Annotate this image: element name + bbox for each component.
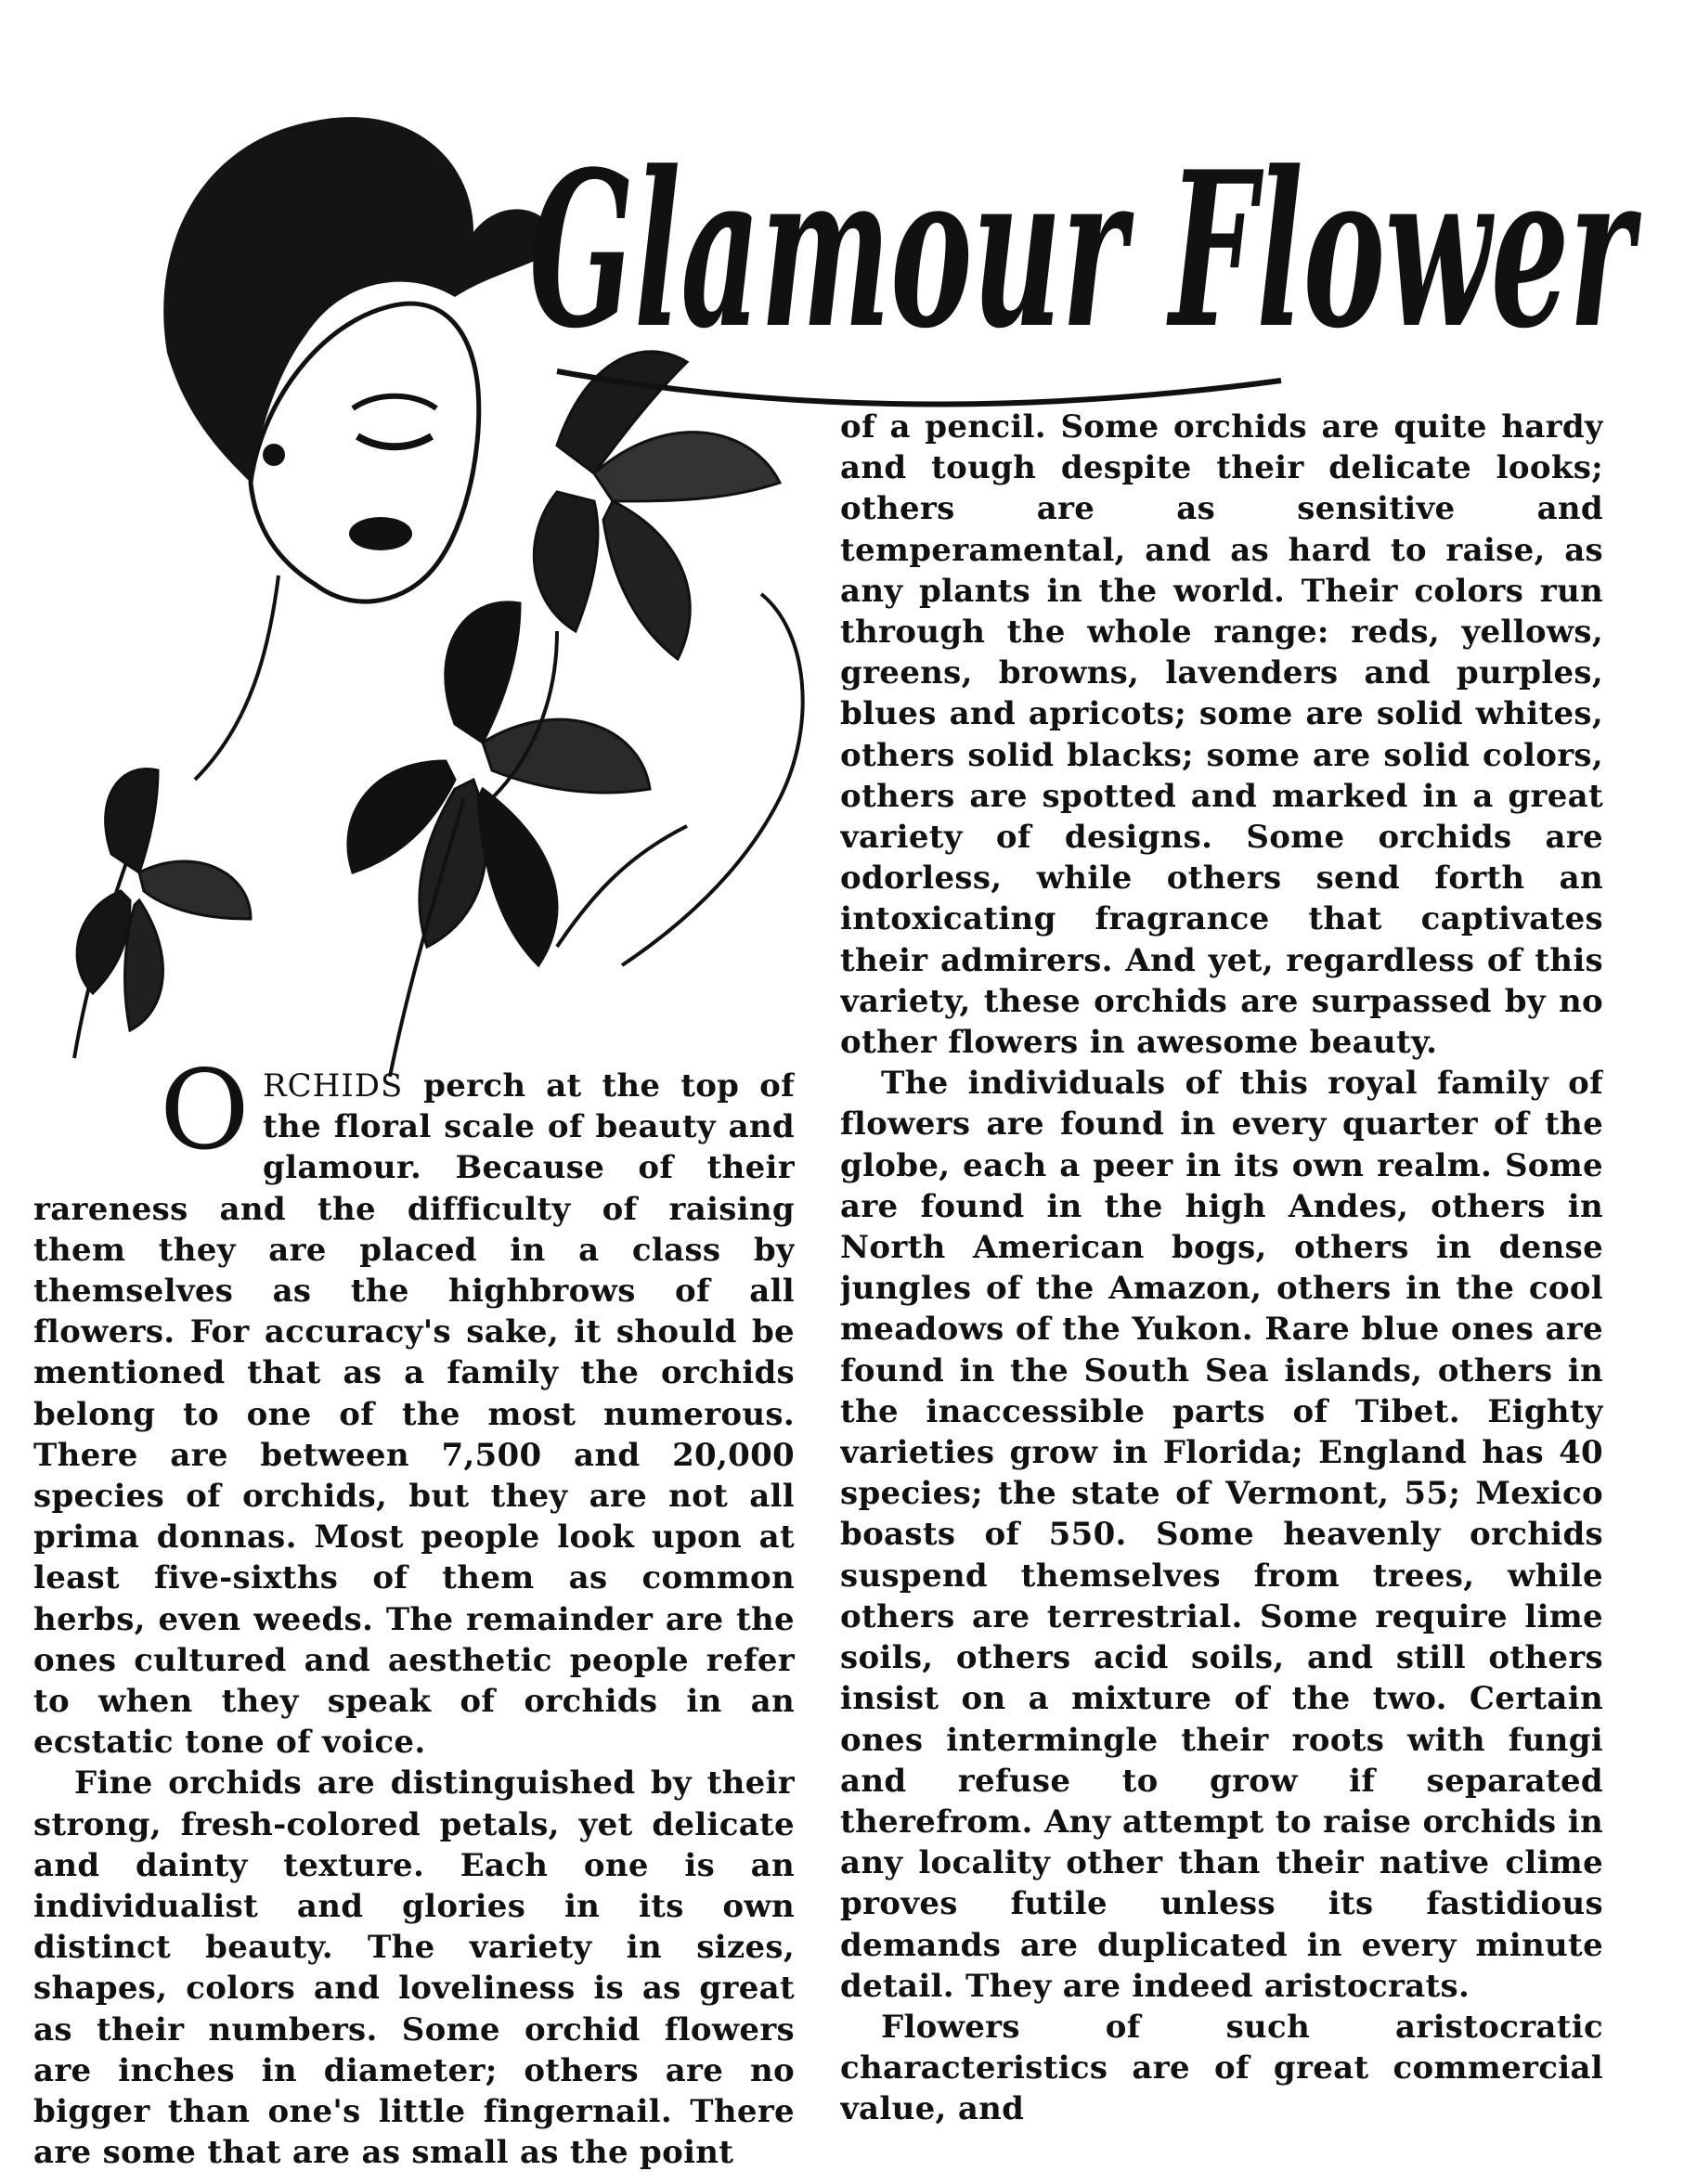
- hair-shape: [163, 117, 557, 483]
- drop-cap: O: [160, 1066, 251, 1174]
- left-paragraph-1: [33, 1066, 795, 1763]
- title-script: [520, 65, 1652, 436]
- left-column: [33, 1066, 795, 2179]
- right-column: [840, 407, 1603, 2179]
- title-swash: [557, 371, 1281, 404]
- right-paragraph-1: of a pencil. Some orchids are quite hardy and tough despite their delicate looks; others are as sensitive and temperamental, and as hard to raise, as any plants in the world. Their colors run through the whole range: reds, yellows, greens, browns, lavenders and purples, blues and apricots; some are solid whites, others solid blacks; some are solid colors, others are spotted and marked in a great variety of designs. Some orchids are odorless, while others send forth an intoxicating fragrance that captivates their admirers. And yet, regardless of this variety, these orchids are surpassed by no other flowers in awesome beauty.: [840, 408, 1603, 1062]
- neck-line: [195, 575, 279, 780]
- earring: [263, 444, 285, 466]
- orchid-left: [77, 769, 251, 1030]
- title-lettering-text: Glamour Flower: [529, 125, 1642, 376]
- left-paragraph-2: Fine orchids are distinguished by their strong, fresh-colored petals, yet delicate and dainty texture. Each one is an individualist and glories in its own distinct beauty. The variety in sizes, shapes, colors and loveliness is as great as their numbers. Some orchid flowers are inches in diameter; others are no bigger than one's little fingernail. There are some that are as small as the point: [33, 1764, 795, 2172]
- right-paragraph-2: The individuals of this royal family of flowers are found in every quarter of the globe, each a peer in its own realm. Some are found in the high Andes, others in North American bogs, others in dense jungles of the Amazon, others in the cool meadows of the Yukon. Rare blue ones are found in the South Sea islands, others in the inaccessible parts of Tibet. Eighty varieties grow in Florida; England has 40 species; the state of Vermont, 55; Mexico boasts of 550. Some heavenly orchids suspend themselves from trees, while others are terrestrial. Some require lime soils, others acid soils, and still others insist on a mixture of the two. Certain ones intermingle their roots with fungi and refuse to grow if separated therefrom. Any attempt to raise orchids in any locality other than their native clime proves futile unless its fastidious demands are duplicated in every minute detail. They are indeed aristocrats.: [840, 1065, 1603, 2005]
- title-lettering: [520, 65, 1652, 436]
- lead-word: RCHIDS: [263, 1067, 404, 1105]
- left-paragraph-1-text: perch at the top of the floral scale of beauty and glamour. Because of their rareness and the difficulty of raising them they are placed in a class by themselves as the highbrows of all flowers. For accuracy's sake, it should be mentioned that as a family the orchids belong to one of the most numerous. There are between 7,500 and 20,000 species of orchids, but they are not all prima donnas. Most people look upon at least five-sixths of them as common herbs, even weeds. The remainder are the ones cultured and aesthetic people refer to when they speak of orchids in an ecstatic tone of voice.: [33, 1067, 795, 1762]
- brow-line: [353, 396, 436, 408]
- orchid-center: [348, 602, 650, 965]
- eye-lashes: [357, 436, 432, 446]
- right-paragraph-3: Flowers of such aristocratic characteristics are of great commercial value, and: [840, 2008, 1603, 2128]
- lips: [349, 517, 412, 550]
